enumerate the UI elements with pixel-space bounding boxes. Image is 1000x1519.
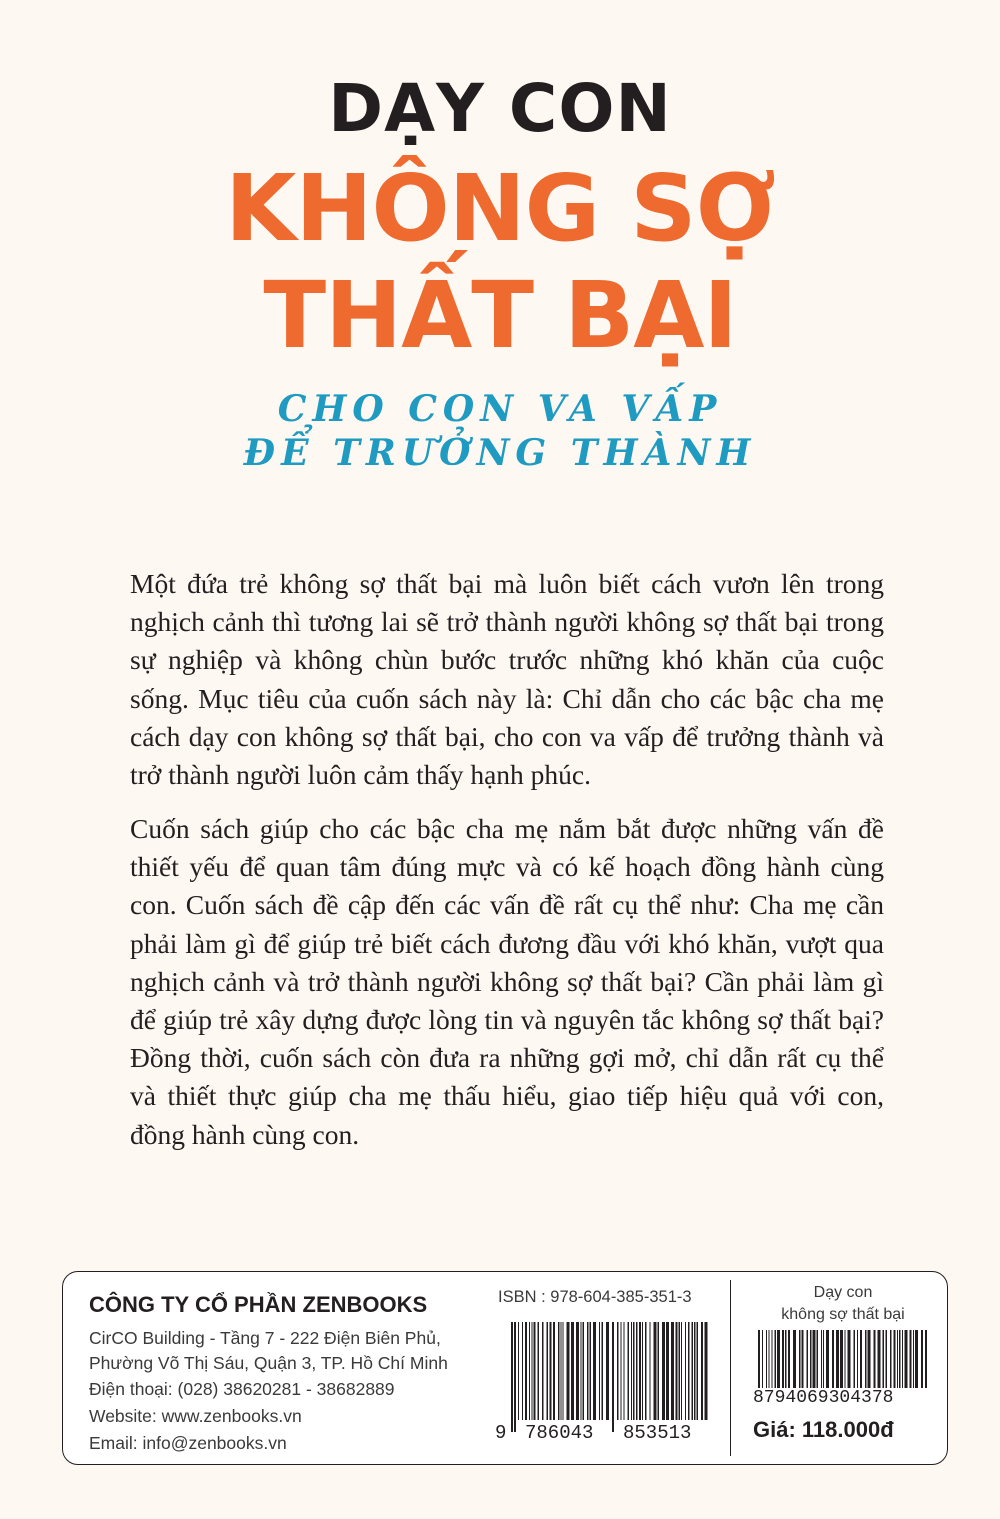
title-line-3: THẤT BẠI: [263, 262, 737, 369]
barcode-bar: [821, 1330, 822, 1388]
barcode-bar: [705, 1322, 708, 1420]
footer-divider: [730, 1280, 731, 1456]
barcode-bar: [624, 1322, 625, 1420]
barcode-bar: [894, 1330, 896, 1388]
barcode-bar: [602, 1322, 604, 1420]
barcode-bar: [692, 1322, 694, 1420]
publisher-address-line-2: Phường Võ Thị Sáu, Quận 3, TP. Hồ Chí Minh: [89, 1353, 448, 1373]
barcode-bar: [860, 1330, 862, 1388]
barcode-bar: [766, 1330, 767, 1388]
barcode-bar: [636, 1322, 638, 1420]
barcode-bar: [590, 1322, 592, 1420]
barcode-bar: [793, 1330, 796, 1388]
body-paragraph-1: Một đứa trẻ không sợ thất bại mà luôn biết cách vươn lên trong nghịch cảnh thì tương lai sẽ trở thành người không sợ thất bại trong sự nghiệp và không chùn bước trước những khó khăn của cuộc sống. Mục tiêu của cuốn sách này là: Chỉ dẫn cho các bậc cha mẹ cách dạy con không sợ thất bại, cho con va vấp để trưởng thành và trở thành người luôn cảm thấy hạnh phúc.: [130, 568, 884, 791]
barcode-bar: [817, 1330, 819, 1388]
barcode-bar: [807, 1330, 809, 1388]
publisher-name: CÔNG TY CỔ PHẦN ZENBOOKS: [89, 1292, 428, 1317]
subtitle-line-2: ĐỂ TRƯỞNG THÀNH: [243, 432, 757, 474]
price-label: Giá: 118.000đ: [753, 1417, 894, 1442]
barcode-bar: [685, 1322, 686, 1420]
barcode-bar: [658, 1322, 660, 1420]
barcode-bar: [925, 1330, 927, 1388]
barcode-bar: [910, 1330, 912, 1388]
barcode-bar: [532, 1322, 533, 1420]
barcode-bar: [921, 1330, 923, 1388]
barcode-bar: [832, 1330, 834, 1388]
barcode-bar: [836, 1330, 839, 1388]
barcode-bar: [826, 1330, 829, 1388]
barcode-bar: [542, 1322, 544, 1420]
barcode-bar: [899, 1330, 901, 1388]
barcode-bar: [857, 1330, 858, 1388]
barcode-bar: [810, 1330, 812, 1388]
barcode-bar: [621, 1322, 622, 1420]
publisher-address-line-1: CirCO Building - Tầng 7 - 222 Điện Biên Phủ,: [89, 1328, 441, 1348]
barcode-bar: [645, 1322, 647, 1420]
barcode-bar: [775, 1330, 777, 1388]
barcode-bar: [913, 1330, 914, 1388]
barcode-bar: [915, 1330, 918, 1388]
barcode-bar: [823, 1330, 824, 1388]
barcode-bar: [514, 1322, 516, 1432]
barcode-bar: [525, 1322, 527, 1420]
barcode-bar: [518, 1322, 519, 1420]
barcode-bar: [782, 1330, 784, 1388]
barcode-bar: [676, 1322, 678, 1420]
isbn-digits-left: 786043: [525, 1422, 594, 1444]
barcode-bar: [865, 1330, 867, 1388]
barcode-bar: [799, 1330, 801, 1388]
subtitle-line-1: CHO CON VA VẤP: [277, 388, 723, 430]
barcode-bar: [701, 1322, 703, 1420]
publisher-website: Website: www.zenbooks.vn: [89, 1406, 302, 1426]
title-line-1: DẠY CON: [328, 70, 672, 147]
barcode-bar: [567, 1322, 570, 1420]
barcode-bar: [593, 1322, 596, 1420]
barcode-bar: [511, 1322, 513, 1432]
barcode-bar: [758, 1330, 760, 1388]
barcode-bar: [666, 1322, 669, 1420]
barcode-bar: [522, 1322, 523, 1420]
publisher-email: Email: info@zenbooks.vn: [89, 1433, 287, 1453]
barcode-bar: [681, 1322, 682, 1420]
barcode-bar: [688, 1322, 690, 1420]
barcode-bar: [576, 1322, 579, 1420]
barcode-bar: [772, 1330, 773, 1388]
barcode-bar: [617, 1322, 619, 1420]
barcode-bar: [558, 1322, 560, 1420]
title-line-2: KHÔNG SỢ: [225, 155, 775, 262]
barcode-bar: [840, 1330, 843, 1388]
barcode-bar: [561, 1322, 562, 1420]
barcode-bar: [769, 1330, 770, 1388]
barcode-bar: [662, 1322, 665, 1420]
barcode-bar: [581, 1322, 582, 1420]
barcode-bar: [854, 1330, 856, 1388]
isbn-digit-first: 9: [495, 1422, 507, 1444]
barcode-bar: [874, 1330, 876, 1388]
barcode-bar: [547, 1322, 549, 1420]
barcode-bar: [679, 1322, 681, 1420]
isbn-barcode: [511, 1322, 711, 1432]
barcode-bar: [813, 1330, 816, 1388]
isbn-label: ISBN : 978-604-385-351-3: [498, 1288, 692, 1306]
barcode-bar: [599, 1322, 600, 1420]
barcode-bar: [639, 1322, 641, 1420]
barcode-bar: [534, 1322, 536, 1420]
price-barcode-digits: 8794069304378: [753, 1388, 894, 1408]
barcode-bar: [902, 1330, 903, 1388]
barcode-bar: [697, 1322, 699, 1420]
barcode-bar: [642, 1322, 643, 1420]
barcode-bar: [762, 1330, 763, 1388]
barcode-bar: [845, 1330, 846, 1388]
barcode-bar: [571, 1322, 574, 1420]
barcode-bar: [633, 1322, 635, 1420]
barcode-bar: [550, 1322, 552, 1420]
barcode-bar: [538, 1322, 540, 1420]
isbn-digits-right: 853513: [623, 1422, 692, 1444]
barcode-bar: [606, 1322, 609, 1420]
publisher-phone: Điện thoại: (028) 38620281 - 38682889: [89, 1379, 395, 1399]
barcode-bar: [631, 1322, 632, 1420]
barcode-bar: [587, 1322, 589, 1420]
barcode-bar: [563, 1322, 564, 1420]
barcode-bar: [897, 1330, 898, 1388]
barcode-bar: [890, 1330, 892, 1388]
barcode-bar: [848, 1330, 851, 1388]
price-barcode: [758, 1330, 930, 1388]
barcode-bar: [868, 1330, 871, 1388]
barcode-bar: [788, 1330, 790, 1388]
barcode-bar: [905, 1330, 908, 1388]
publisher-info-box: [62, 1271, 948, 1465]
barcode-bar: [671, 1322, 674, 1420]
barcode-bar: [883, 1330, 885, 1388]
barcode-bar: [529, 1322, 530, 1420]
barcode-bar: [802, 1330, 804, 1388]
price-tag-title-line-1: Dạy con: [813, 1284, 873, 1301]
barcode-bar: [650, 1322, 651, 1420]
barcode-bar: [628, 1322, 630, 1420]
barcode-bar: [612, 1322, 614, 1432]
barcode-bar: [886, 1330, 888, 1388]
barcode-bar: [878, 1330, 881, 1388]
barcode-bar: [777, 1330, 780, 1388]
price-tag-title-line-2: không sợ thất bại: [781, 1306, 905, 1323]
barcode-bar: [654, 1322, 657, 1420]
barcode-bar: [785, 1330, 787, 1388]
barcode-bar: [583, 1322, 585, 1420]
barcode-bar: [553, 1322, 555, 1420]
body-paragraph-2: Cuốn sách giúp cho các bậc cha mẹ nắm bắt được những vấn đề thiết yếu để quan tâm đúng mực và có kế hoạch đồng hành cùng con. Cuốn sách đề cập đến các vấn đề rất cụ thể như: Cha mẹ cần phải làm gì để giúp trẻ biết cách đương đầu với khó khăn, vượt qua nghịch cảnh và trở thành người không sợ thất bại? Cần phải làm gì để giúp trẻ xây dựng được lòng tin và nguyên tắc không sợ thất bại? Đồng thời, cuốn sách còn đưa ra những gợi mở, chỉ dẫn rất cụ thể và thiết thực giúp cha mẹ thấu hiểu, giao tiếp hiệu quả với con, đồng hành cùng con.: [130, 813, 884, 1150]
barcode-bar: [694, 1322, 696, 1420]
